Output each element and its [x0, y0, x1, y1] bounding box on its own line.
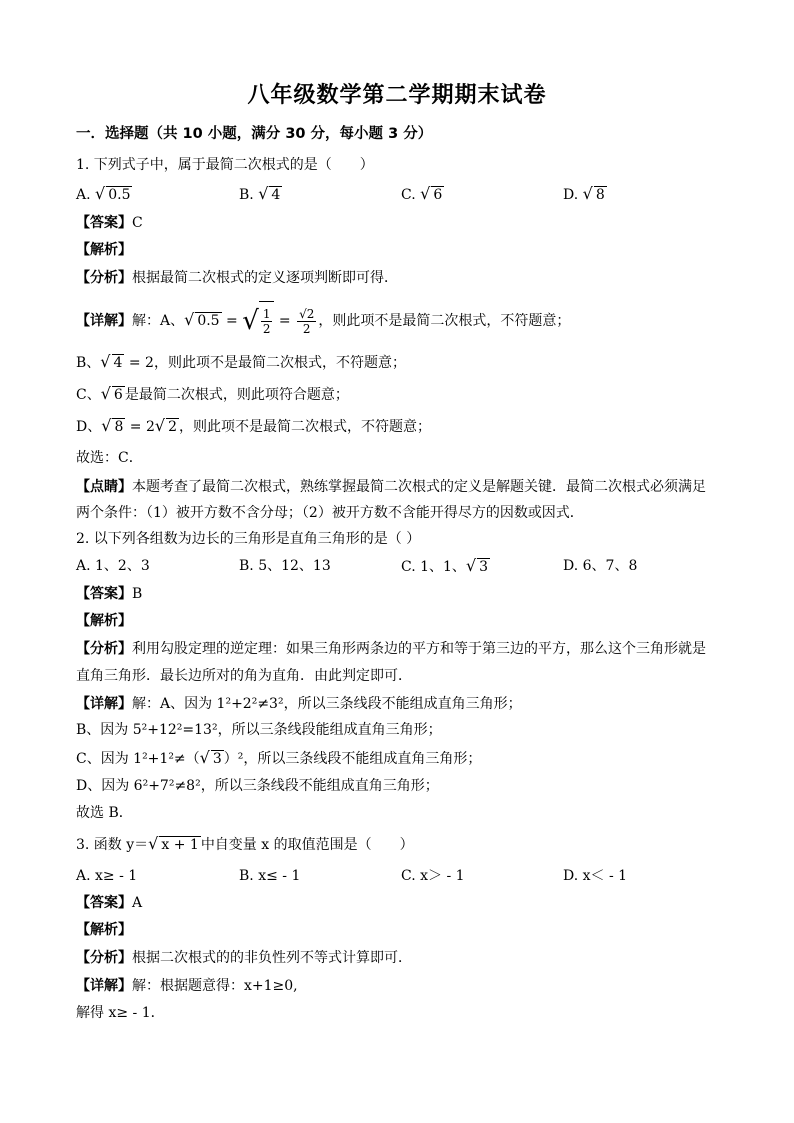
question-2-stem: 2. 以下列各组数为边长的三角形是直角三角形的是（ ） — [76, 531, 421, 547]
question-3-stem: 3. 函数 y＝√ x + 1 中自变量 x 的取值范围是（ ） — [76, 834, 414, 853]
question-3-fenxi: 【分析】根据二次根式的的非负性列不等式计算即可． — [76, 950, 412, 966]
question-1-stem: 1. 下列式子中，属于最简二次根式的是（ ） — [76, 157, 374, 173]
question-2-choose: 故选 B． — [76, 805, 133, 821]
question-3-solve: 解得 x≥ - 1． — [76, 1005, 165, 1021]
question-2-detail-b: B、因为 5²+12²=13²，所以三条线段能组成直角三角形； — [76, 722, 442, 738]
question-2-fenxi-2: 直角三角形．最长边所对的角为直角．由此判定即可． — [76, 668, 412, 684]
question-1-comment-2: 两个条件：（1）被开方数不含分母；（2）被开方数不含能开得尽方的因数或因式． — [76, 505, 584, 521]
question-2-detail-d: D、因为 6²+7²≠8²，所以三条线段不能组成直角三角形； — [76, 778, 439, 794]
option-a: A. √ 0.5 — [76, 184, 131, 203]
option-b: B. 5、12、13 — [239, 558, 331, 574]
question-1-fenxi: 【分析】根据最简二次根式的定义逐项判断即可得． — [76, 270, 398, 286]
question-1-detail-b: B、√ 4 = 2，则此项不是最简二次根式，不符题意； — [76, 352, 406, 371]
option-a: A. 1、2、3 — [76, 558, 150, 574]
question-1-analysis-tag: 【解析】 — [76, 242, 132, 258]
option-d: D. √ 8 — [563, 184, 605, 203]
question-3-analysis-tag: 【解析】 — [76, 922, 132, 938]
question-2-detail-c: C、因为 1²+1²≠（√ 3 ）²，所以三条线段不能组成直角三角形； — [76, 748, 482, 767]
question-3-detail: 【详解】解：根据题意得：x+1≥0, — [76, 978, 298, 994]
question-1-detail-a: 【详解】解：A、√ 0.5 = √ $\frac{1}{2}$ = $\frac{√2}{2}$ ，则此项不是最简二次根式，不符题意； — [76, 300, 734, 340]
question-3-options — [76, 866, 734, 888]
question-1-detail-d: D、√ 8 = 2√ 2 ，则此项不是最简二次根式，不符题意； — [76, 416, 432, 435]
option-d: D. x＜ - 1 — [563, 868, 628, 884]
question-1-options — [76, 184, 734, 206]
option-c: C. √ 6 — [401, 184, 443, 203]
question-1-choose: 故选：C． — [76, 450, 143, 466]
question-1-comment-1: 【点睛】本题考查了最简二次根式，熟练掌握最简二次根式的定义是解题关键．最简二次根式必须满足 — [76, 479, 706, 495]
option-c: C. x＞ - 1 — [401, 868, 465, 884]
option-c: C. 1、1、√ 3 — [401, 556, 489, 575]
question-2-detail-a: 【详解】解：A、因为 1²+2²≠3²，所以三条线段不能组成直角三角形； — [76, 696, 522, 712]
question-2-fenxi-1: 【分析】利用勾股定理的逆定理：如果三角形两条边的平方和等于第三边的平方，那么这个三角形就是 — [76, 641, 706, 657]
question-1-detail-c: C、√ 6 是最简二次根式，则此项符合题意； — [76, 384, 349, 403]
option-a: A. x≥ - 1 — [76, 868, 138, 884]
question-1-answer: 【答案】C — [76, 215, 143, 231]
option-b: B. √ 4 — [239, 184, 281, 203]
section-heading: 一．选择题（共 10 小题，满分 30 分，每小题 3 分） — [76, 126, 433, 142]
question-2-answer: 【答案】B — [76, 586, 143, 602]
question-3-answer: 【答案】A — [76, 895, 143, 911]
option-b: B. x≤ - 1 — [239, 868, 301, 884]
option-d: D. 6、7、8 — [563, 558, 638, 574]
question-2-analysis-tag: 【解析】 — [76, 613, 132, 629]
page-title: 八年级数学第二学期期末试卷 — [247, 83, 547, 108]
question-2-options — [76, 556, 734, 578]
